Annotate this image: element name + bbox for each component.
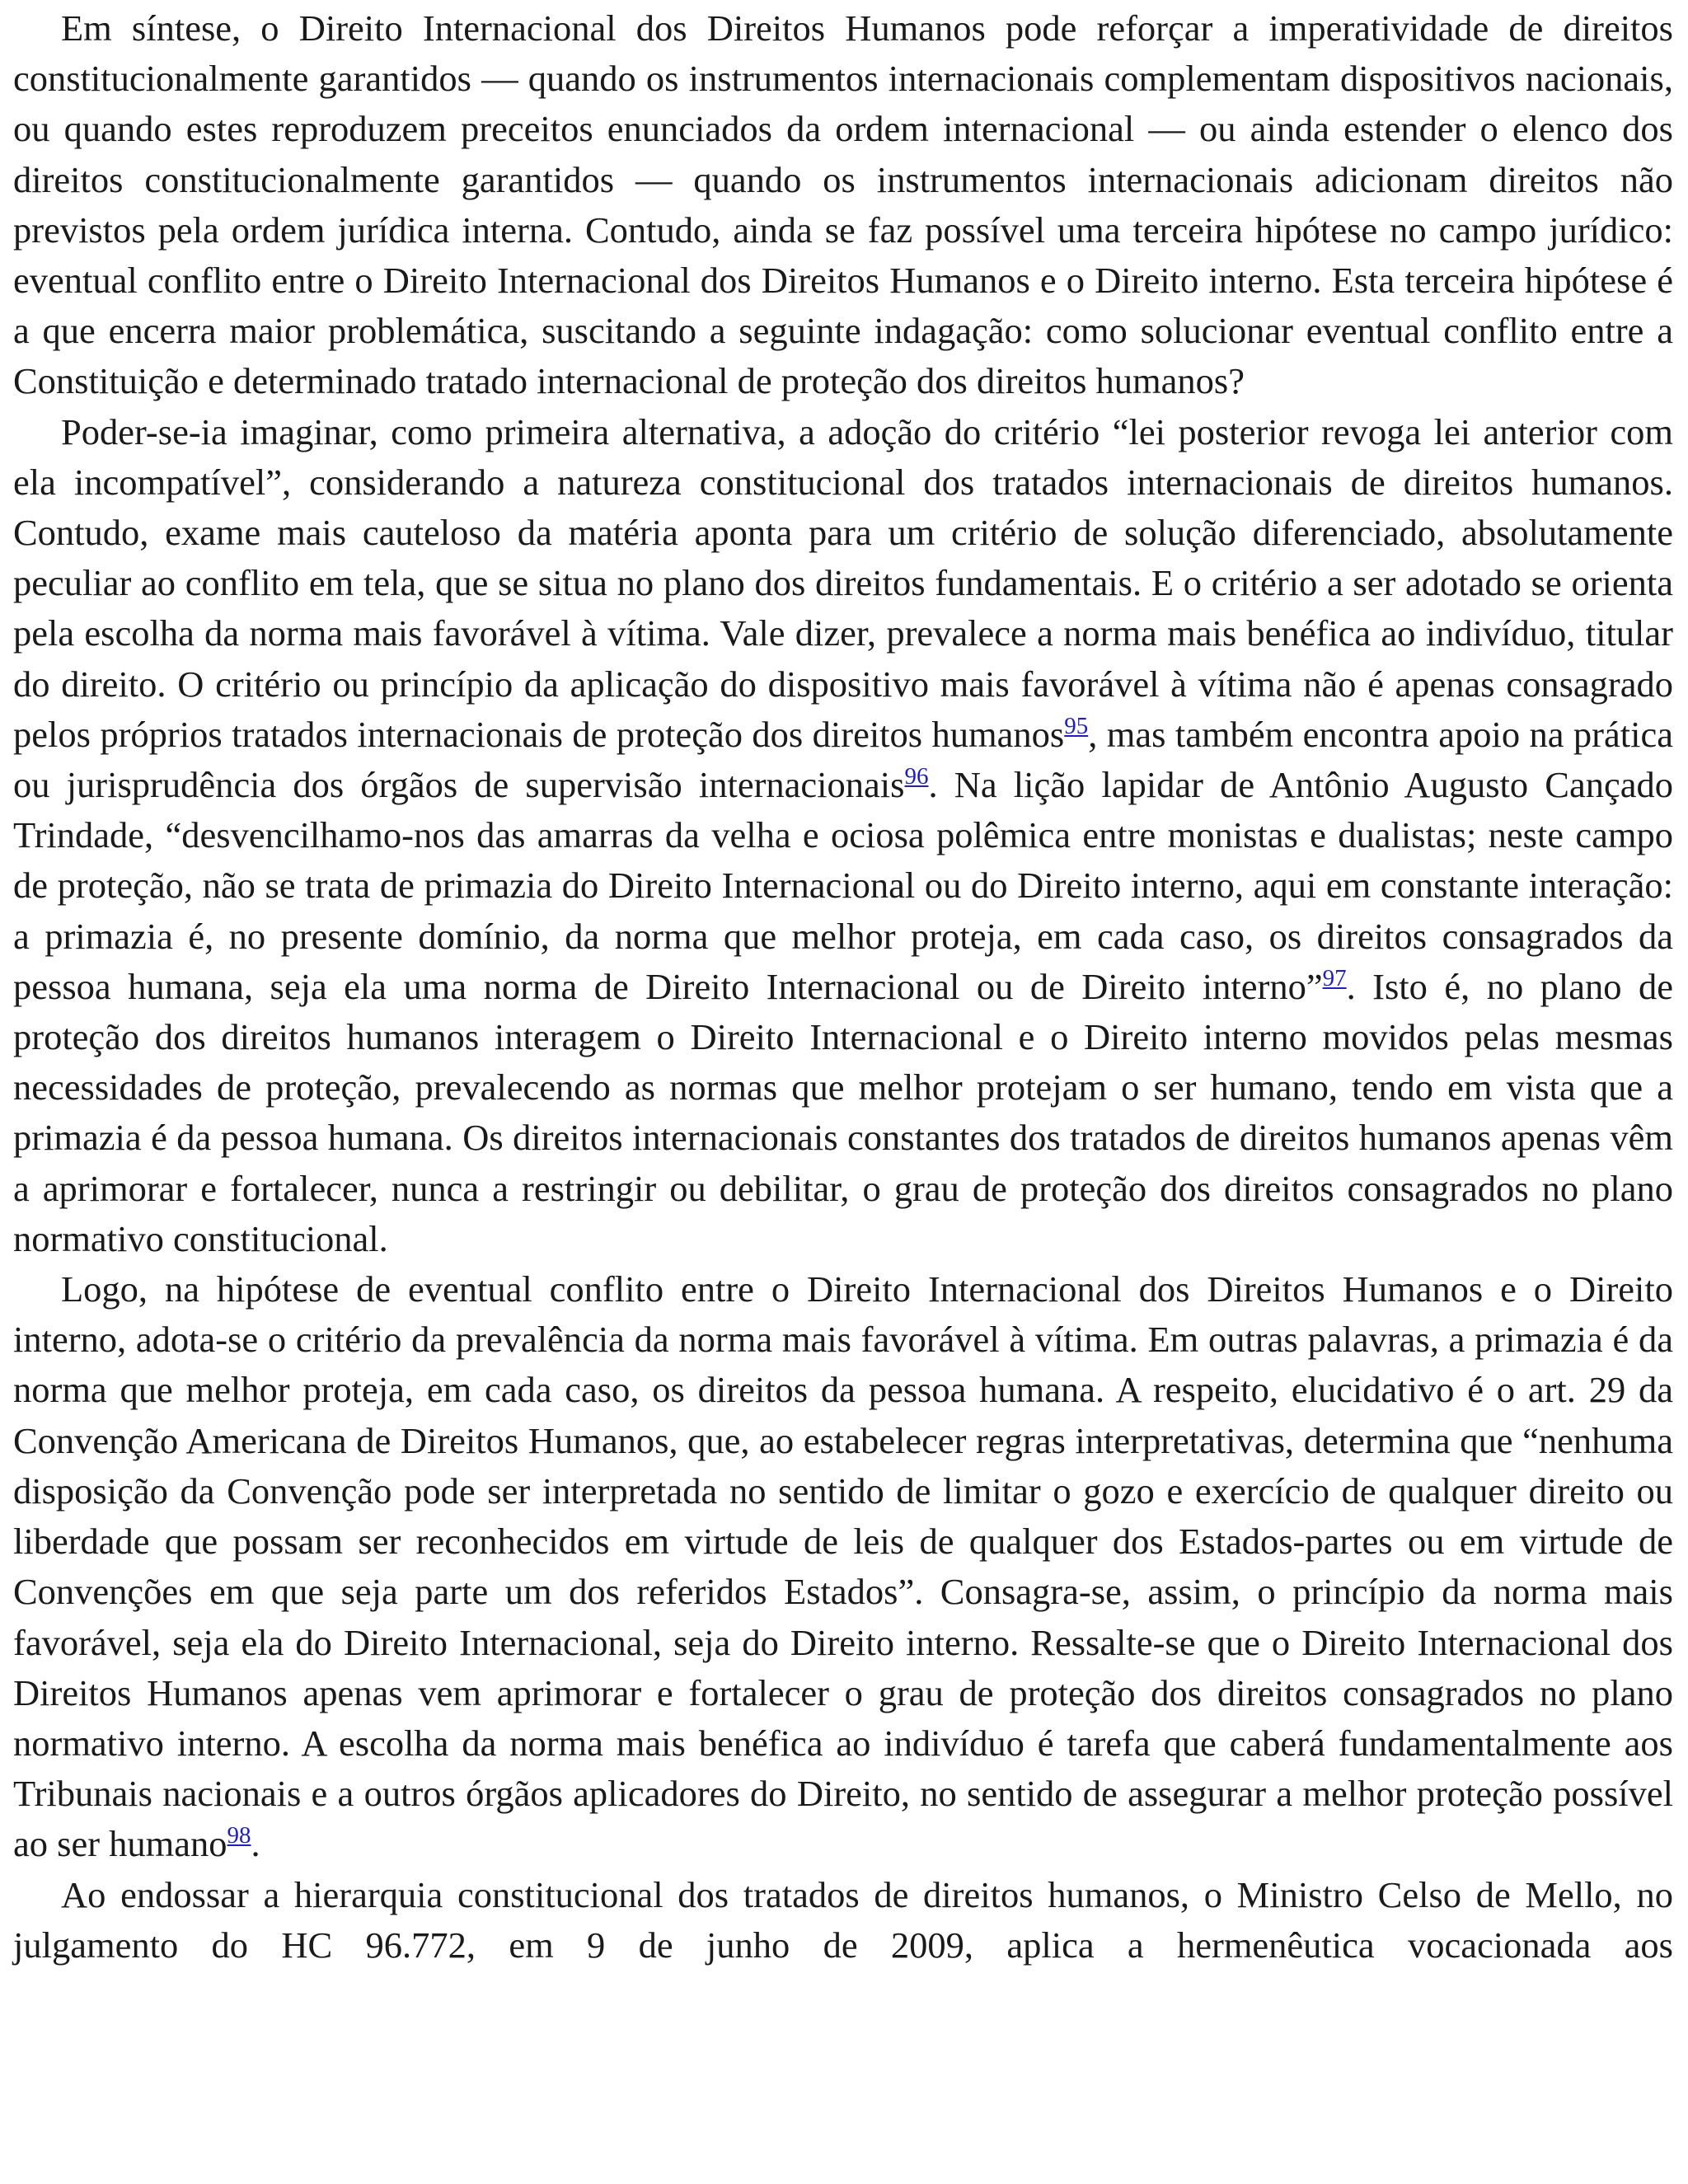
paragraph-text: Logo, na hipótese de eventual conflito entre o Direito Internacional dos Direitos Humanos e o Direito interno, adota-se o critério da prevalência da norma mais favorável à vítima. Em outras palavras, a primazia é da norma que melhor proteja, em cada caso, os direitos da pessoa humana. A respeito, elucidativo é o art. 29 da Convenção Americana de Direitos Humanos, que, ao estabelecer regras interpretativas, determina que “nenhuma disposição da Convenção pode ser interpretada no sentido de limitar o gozo e exercício de qualquer direito ou liberdade que possam ser reconhecidos em virtude de leis de qualquer dos Estados-partes ou em virtude de Convenções em que seja parte um dos referidos Estados”. Consagra-se, assim, o princípio da norma mais favorável, seja ela do Direito Internacional, seja do Direito interno. Ressalte-se que o Direito Internacional dos Direitos Humanos apenas vem aprimorar e fortalecer o grau de proteção dos direitos consagrados no plano normativo interno. A escolha da norma mais benéfica ao indivíduo é tarefa que caberá fundamentalmente aos Tribunais nacionais e a outros órgãos aplicadores do Direito, no sentido de assegurar a melhor proteção possível ao ser humano	[13, 1268, 1673, 1865]
paragraph	[13, 407, 1673, 1264]
paragraph-text: .	[251, 1823, 260, 1865]
paragraph-text: . Na lição lapidar de Antônio Augusto Cançado Trindade, “desvencilhamo-nos das amarras da velha e ociosa polêmica entre monistas e dualistas; neste campo de proteção, não se trata de primazia do Direito Internacional ou do Direito interno, aqui em constante interação: a primazia é, no presente domínio, da norma que melhor proteja, em cada caso, os direitos consagrados da pessoa humana, seja ela uma norma de Direito Internacional ou de Direito interno”	[13, 764, 1673, 1007]
paragraph-text: . Isto é, no plano de proteção dos direitos humanos interagem o Direito Internacional e o Direito interno movidos pelas mesmas necessidades de proteção, prevalecendo as normas que melhor protejam o ser humano, tendo em vista que a primazia é da pessoa humana. Os direitos internacionais constantes dos tratados de direitos humanos apenas vêm a aprimorar e fortalecer, nunca a restringir ou debilitar, o grau de proteção dos direitos consagrados no plano normativo constitucional.	[13, 965, 1673, 1259]
paragraph	[13, 1870, 1673, 1971]
paragraph-text: , mas também encontra apoio na prática ou jurisprudência dos órgãos de supervisão internacionais	[13, 713, 1673, 806]
document-page	[13, 3, 1673, 1971]
footnote-ref-link[interactable]: 96	[904, 763, 929, 790]
footnote-ref-link[interactable]: 98	[227, 1822, 251, 1849]
paragraph-text: Poder-se-ia imaginar, como primeira alternativa, a adoção do critério “lei posterior revoga lei anterior com ela incompatível”, considerando a natureza constitucional dos tratados internacionais de direitos humanos. Contudo, exame mais cauteloso da matéria aponta para um critério de solução diferenciado, absolutamente peculiar ao conflito em tela, que se situa no plano dos direitos fundamentais. E o critério a ser adotado se orienta pela escolha da norma mais favorável à vítima. Vale dizer, prevalece a norma mais benéfica ao indivíduo, titular do direito. O critério ou princípio da aplicação do dispositivo mais favorável à vítima não é apenas consagrado pelos próprios tratados internacionais de proteção dos direitos humanos	[13, 410, 1673, 755]
footnote-ref-link[interactable]: 95	[1064, 712, 1089, 739]
paragraph	[13, 3, 1673, 407]
footnote-ref-link[interactable]: 97	[1322, 964, 1347, 991]
paragraph-text: Ao endossar a hierarquia constitucional dos tratados de direitos humanos, o Ministro Celso de Mello, no julgamento do HC 96.772, em 9 de junho de 2009, aplica a hermenêutica vocacionada aos	[13, 1873, 1673, 1966]
paragraph	[13, 1264, 1673, 1869]
paragraph-text: Em síntese, o Direito Internacional dos Direitos Humanos pode reforçar a imperatividade de direitos constitucionalmente garantidos — quando os instrumentos internacionais complementam dispositivos nacionais, ou quando estes reproduzem preceitos enunciados da ordem internacional — ou ainda estender o elenco dos direitos constitucionalmente garantidos — quando os instrumentos internacionais adicionam direitos não previstos pela ordem jurídica interna. Contudo, ainda se faz possível uma terceira hipótese no campo jurídico: eventual conflito entre o Direito Internacional dos Direitos Humanos e o Direito interno. Esta terceira hipótese é a que encerra maior problemática, suscitando a seguinte indagação: como solucionar eventual conflito entre a Constituição e determinado tratado internacional de proteção dos direitos humanos?	[13, 7, 1673, 402]
